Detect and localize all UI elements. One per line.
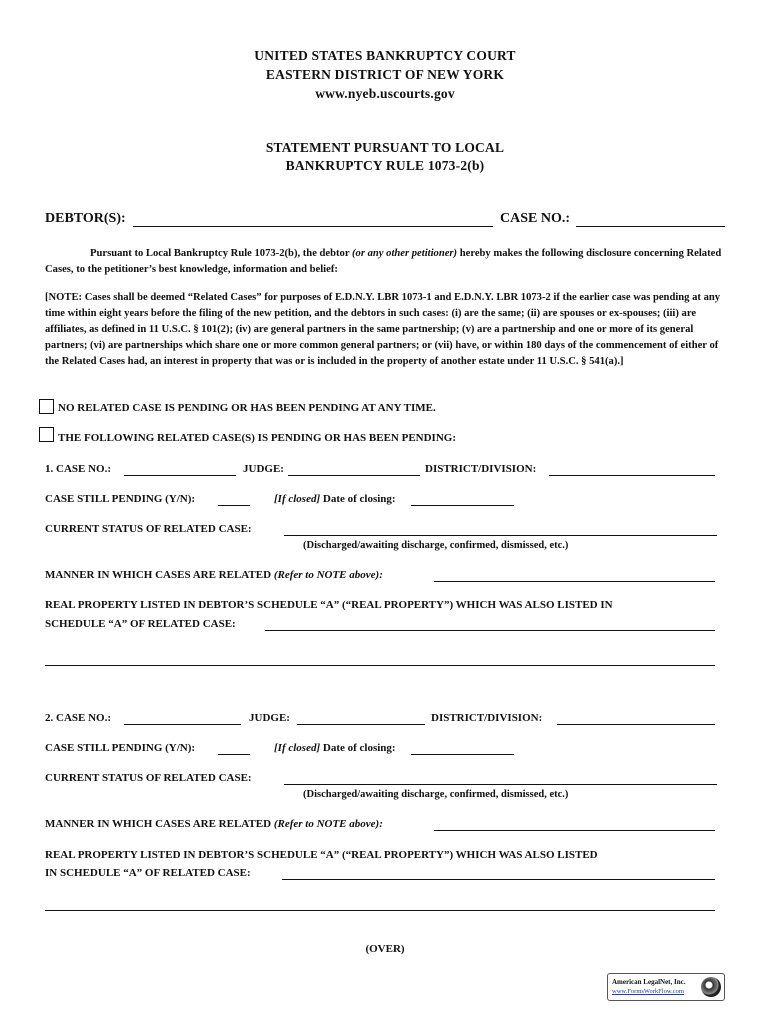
case1-judge-field[interactable] <box>288 463 420 476</box>
case2-district-field[interactable] <box>557 712 715 725</box>
court-website: www.nyeb.uscourts.gov <box>315 86 455 101</box>
case1-property-line2: SCHEDULE “A” OF RELATED CASE: <box>45 618 236 630</box>
case2-number-field[interactable] <box>124 712 241 725</box>
globe-icon <box>701 977 721 997</box>
no-related-checkbox[interactable] <box>39 399 54 414</box>
case1-pending-label: CASE STILL PENDING (Y/N): <box>45 493 196 505</box>
case2-district-label: DISTRICT/DIVISION: <box>431 712 543 724</box>
case1-manner-label: MANNER IN WHICH CASES ARE RELATED (Refer to NOTE above): <box>45 569 383 581</box>
case-no-field[interactable] <box>576 212 725 227</box>
logo-company-name: American LegalNet, Inc. <box>612 978 686 986</box>
case2-number-label: 2. CASE NO.: <box>45 712 112 724</box>
case2-manner-field[interactable] <box>434 818 715 831</box>
case2-judge-label: JUDGE: <box>249 712 290 724</box>
case2-status-label: CURRENT STATUS OF RELATED CASE: <box>45 772 252 784</box>
case1-status-hint: (Discharged/awaiting discharge, confirmed, dismissed, etc.) <box>303 540 569 551</box>
case2-manner-label: MANNER IN WHICH CASES ARE RELATED (Refer to NOTE above): <box>45 818 383 830</box>
case1-property-line1: REAL PROPERTY LISTED IN DEBTOR’S SCHEDULE “A” (“REAL PROPERTY”) WHICH WAS ALSO LISTED IN <box>45 599 613 611</box>
case2-property-line2: IN SCHEDULE “A” OF RELATED CASE: <box>45 867 251 879</box>
debtor-field[interactable] <box>133 212 493 227</box>
following-related-label: THE FOLLOWING RELATED CASE(S) IS PENDING OR HAS BEEN PENDING: <box>58 432 456 444</box>
note-paragraph: [NOTE: Cases shall be deemed “Related Cases” for purposes of E.D.N.Y. LBR 1073-1 and E.D.N.Y. LBR 1073-2 if the earlier case was pending at any time within eight years before the filing of the new petition, and the debtors in such cases: (i) are the same; (ii) are spouses or ex-spouses; (iii) are affiliates, as defined in 11 U.S.C. § 101(2); (iv) are general partners in the same partnership; (v) are a partnership and one or more of its general partners; (vi) are partnerships which share one or more common general partners; or (vii) have, or within 180 days of the commencement of either of the Related Cases had, an interest in property that was or is included in the property of another estate under 11 U.S.C. § 541(a).] <box>45 292 721 367</box>
case1-status-field[interactable] <box>284 523 717 536</box>
case2-closing-field[interactable] <box>411 742 514 755</box>
case2-property-line1: REAL PROPERTY LISTED IN DEBTOR’S SCHEDULE “A” (“REAL PROPERTY”) WHICH WAS ALSO LISTED <box>45 849 598 861</box>
case2-pending-field[interactable] <box>218 742 250 755</box>
case1-judge-label: JUDGE: <box>243 463 284 475</box>
american-legalnet-logo[interactable] <box>607 973 725 1001</box>
case-no-label: CASE NO.: <box>500 211 571 226</box>
case2-pending-label: CASE STILL PENDING (Y/N): <box>45 742 196 754</box>
case1-status-label: CURRENT STATUS OF RELATED CASE: <box>45 523 252 535</box>
case1-district-label: DISTRICT/DIVISION: <box>425 463 537 475</box>
case1-district-field[interactable] <box>549 463 715 476</box>
case1-property-field[interactable] <box>265 618 715 631</box>
following-related-checkbox[interactable] <box>39 427 54 442</box>
debtor-label: DEBTOR(S): <box>45 211 126 226</box>
case2-judge-field[interactable] <box>297 712 425 725</box>
case2-property-extra-line[interactable] <box>45 898 715 911</box>
no-related-label: NO RELATED CASE IS PENDING OR HAS BEEN PENDING AT ANY TIME. <box>58 402 436 414</box>
case1-closing-label: [If closed] Date of closing: <box>274 493 396 505</box>
case1-pending-field[interactable] <box>218 493 250 506</box>
case1-closing-field[interactable] <box>411 493 514 506</box>
intro-paragraph: Pursuant to Local Bankruptcy Rule 1073-2(b), the debtor (or any other petitioner) hereby makes the following disclosure concerning Related Cases, to the petitioner’s best knowledge, information and belief: <box>45 248 722 275</box>
case2-closing-label: [If closed] Date of closing: <box>274 742 396 754</box>
logo-url-link[interactable]: www.FormsWorkFlow.com <box>612 988 684 995</box>
court-name: UNITED STATES BANKRUPTCY COURT <box>254 48 516 63</box>
form-title-line1: STATEMENT PURSUANT TO LOCAL <box>265 140 505 155</box>
case2-status-field[interactable] <box>284 772 717 785</box>
case1-number-field[interactable] <box>124 463 236 476</box>
over-label: (OVER) <box>365 943 405 955</box>
case2-status-hint: (Discharged/awaiting discharge, confirmed, dismissed, etc.) <box>303 789 569 800</box>
case1-number-label: 1. CASE NO.: <box>45 463 112 475</box>
court-district: EASTERN DISTRICT OF NEW YORK <box>265 67 505 82</box>
form-title-line2: BANKRUPTCY RULE 1073-2(b) <box>285 158 485 173</box>
case1-manner-field[interactable] <box>434 569 715 582</box>
case1-property-extra-line[interactable] <box>45 653 715 666</box>
case2-property-field[interactable] <box>282 867 715 880</box>
